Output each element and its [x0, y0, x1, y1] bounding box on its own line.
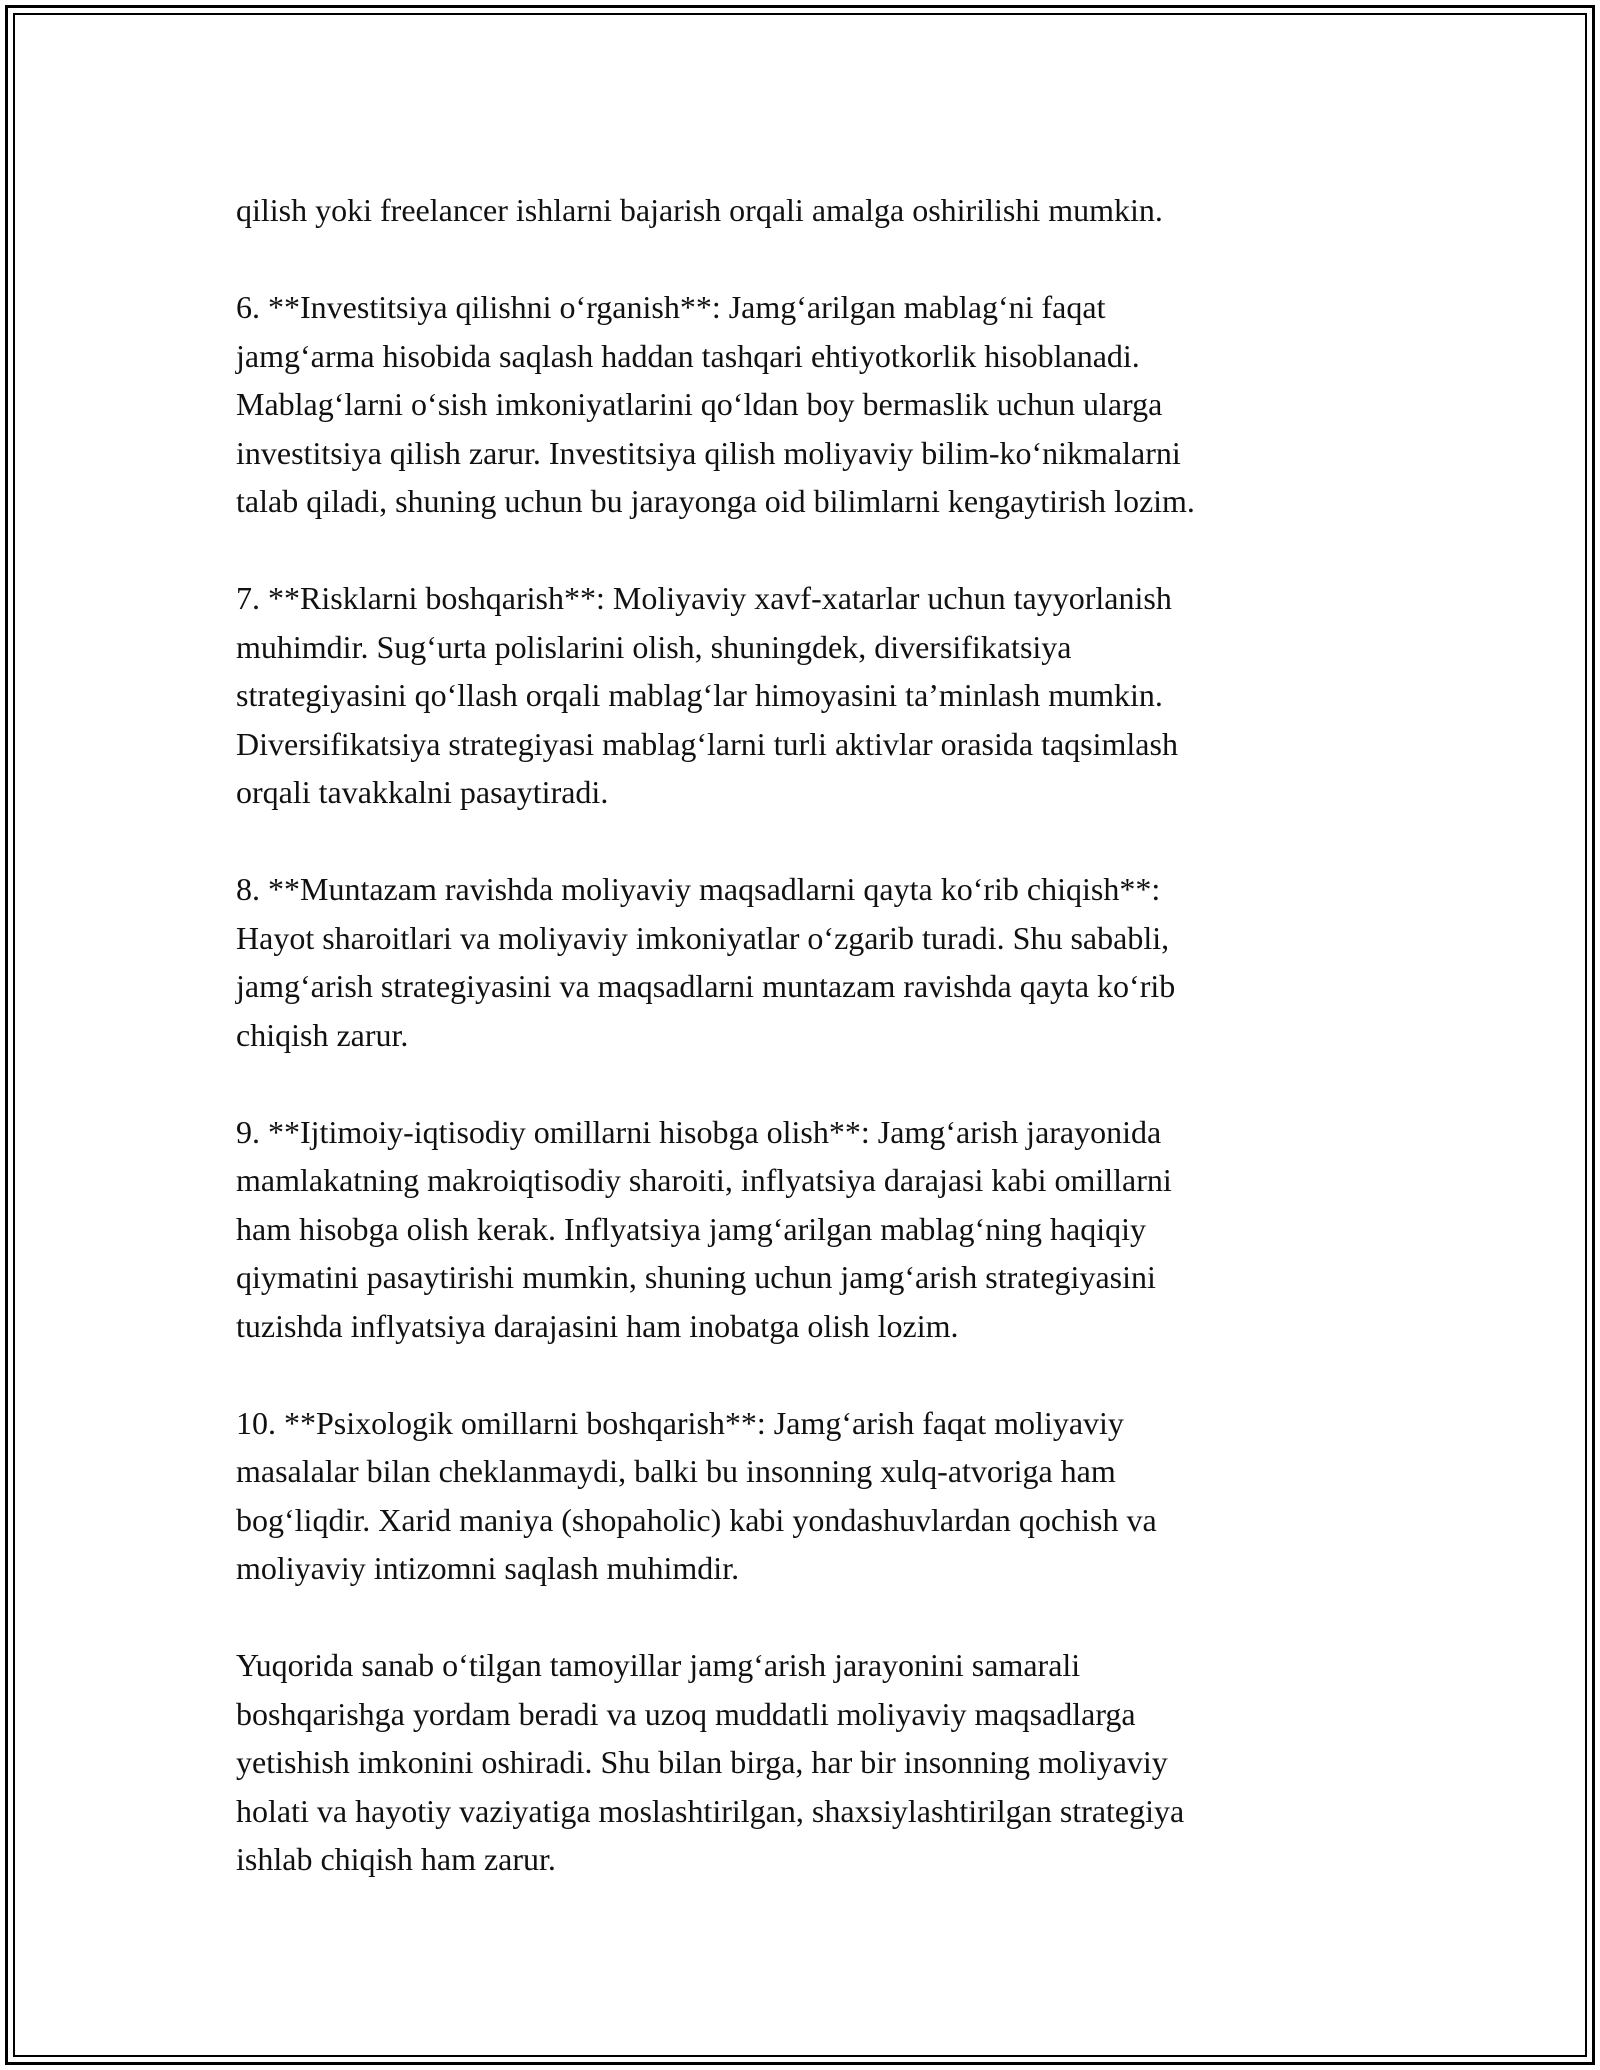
- text-line: talab qiladi, shuning uchun bu jarayonga oid bilimlarni kengaytirish lozim.: [236, 483, 1195, 519]
- text-line: jamg‘arma hisobida saqlash haddan tashqari ehtiyotkorlik hisoblanadi.: [236, 337, 1140, 374]
- text-line: investitsiya qilish zarur. Investitsiya qilish moliyaviy bilim-ko‘nikmalarni: [236, 434, 1181, 471]
- text-line: orqali tavakkalni pasaytiradi.: [236, 774, 609, 810]
- text-line: chiqish zarur.: [236, 1016, 409, 1053]
- text-line: 6. **Investitsiya qilishni o‘rganish**: Jamg‘arilgan mablag‘ni faqat: [236, 289, 1106, 325]
- text-line: Diversifikatsiya strategiyasi mablag‘larni turli aktivlar orasida taqsimlash: [236, 725, 1178, 762]
- text-line: 7. **Risklarni boshqarish**: Moliyaviy xavf-xatarlar uchun tayyorlanish: [236, 580, 1172, 616]
- paragraph: [236, 1399, 1356, 1593]
- text-line: 9. **Ijtimoiy-iqtisodiy omillarni hisobga olish**: Jamg‘arish jarayonida: [236, 1113, 1162, 1150]
- text-line: Yuqorida sanab o‘tilgan tamoyillar jamg‘arish jarayonini samarali: [236, 1647, 1081, 1683]
- text-line: masalalar bilan cheklanmaydi, balki bu insonning xulq-atvoriga ham: [236, 1453, 1116, 1489]
- text-line: qiymatini pasaytirishi mumkin, shuning uchun jamg‘arish strategiyasini: [236, 1259, 1156, 1295]
- text-line: yetishish imkonini oshiradi. Shu bilan birga, har bir insonning moliyaviy: [236, 1744, 1168, 1780]
- text-line: Mablag‘larni o‘sish imkoniyatlarini qo‘ldan boy bermaslik uchun ularga: [236, 386, 1163, 422]
- paragraph: [236, 865, 1356, 1059]
- text-line: holati va hayotiy vaziyatiga moslashtirilgan, shaxsiylashtirilgan strategiya: [236, 1792, 1185, 1829]
- text-line: mamlakatning makroiqtisodiy sharoiti, inflyatsiya darajasi kabi omillarni: [236, 1162, 1172, 1198]
- text-line: qilish yoki freelancer ishlarni bajarish orqali amalga oshirilishi mumkin.: [236, 192, 1163, 228]
- paragraph: [236, 1108, 1356, 1351]
- text-line: jamg‘arish strategiyasini va maqsadlarni muntazam ravishda qayta ko‘rib: [236, 968, 1176, 1004]
- text-line: ham hisobga olish kerak. Inflyatsiya jamg‘arilgan mablag‘ning haqiqiy: [236, 1210, 1146, 1247]
- text-line: boshqarishga yordam beradi va uzoq muddatli moliyaviy maqsadlarga: [236, 1695, 1136, 1732]
- document-body: [236, 186, 1356, 1932]
- paragraph: [236, 186, 1356, 235]
- text-line: bog‘liqdir. Xarid maniya (shopaholic) kabi yondashuvlardan qochish va: [236, 1501, 1157, 1538]
- text-line: muhimdir. Sug‘urta polislarini olish, shuningdek, diversifikatsiya: [236, 628, 1072, 665]
- paragraph: [236, 574, 1356, 817]
- text-line: tuzishda inflyatsiya darajasini ham inobatga olish lozim.: [236, 1307, 959, 1344]
- text-line: 10. **Psixologik omillarni boshqarish**: Jamg‘arish faqat moliyaviy: [236, 1404, 1124, 1441]
- paragraph: [236, 1641, 1356, 1884]
- text-line: ishlab chiqish ham zarur.: [236, 1841, 556, 1877]
- text-line: Hayot sharoitlari va moliyaviy imkoniyatlar o‘zgarib turadi. Shu sababli,: [236, 919, 1170, 956]
- text-line: strategiyasini qo‘llash orqali mablag‘lar himoyasini ta’minlash mumkin.: [236, 677, 1163, 713]
- paragraph: [236, 283, 1356, 526]
- text-line: moliyaviy intizomni saqlash muhimdir.: [236, 1550, 740, 1586]
- text-line: 8. **Muntazam ravishda moliyaviy maqsadlarni qayta ko‘rib chiqish**:: [236, 871, 1161, 907]
